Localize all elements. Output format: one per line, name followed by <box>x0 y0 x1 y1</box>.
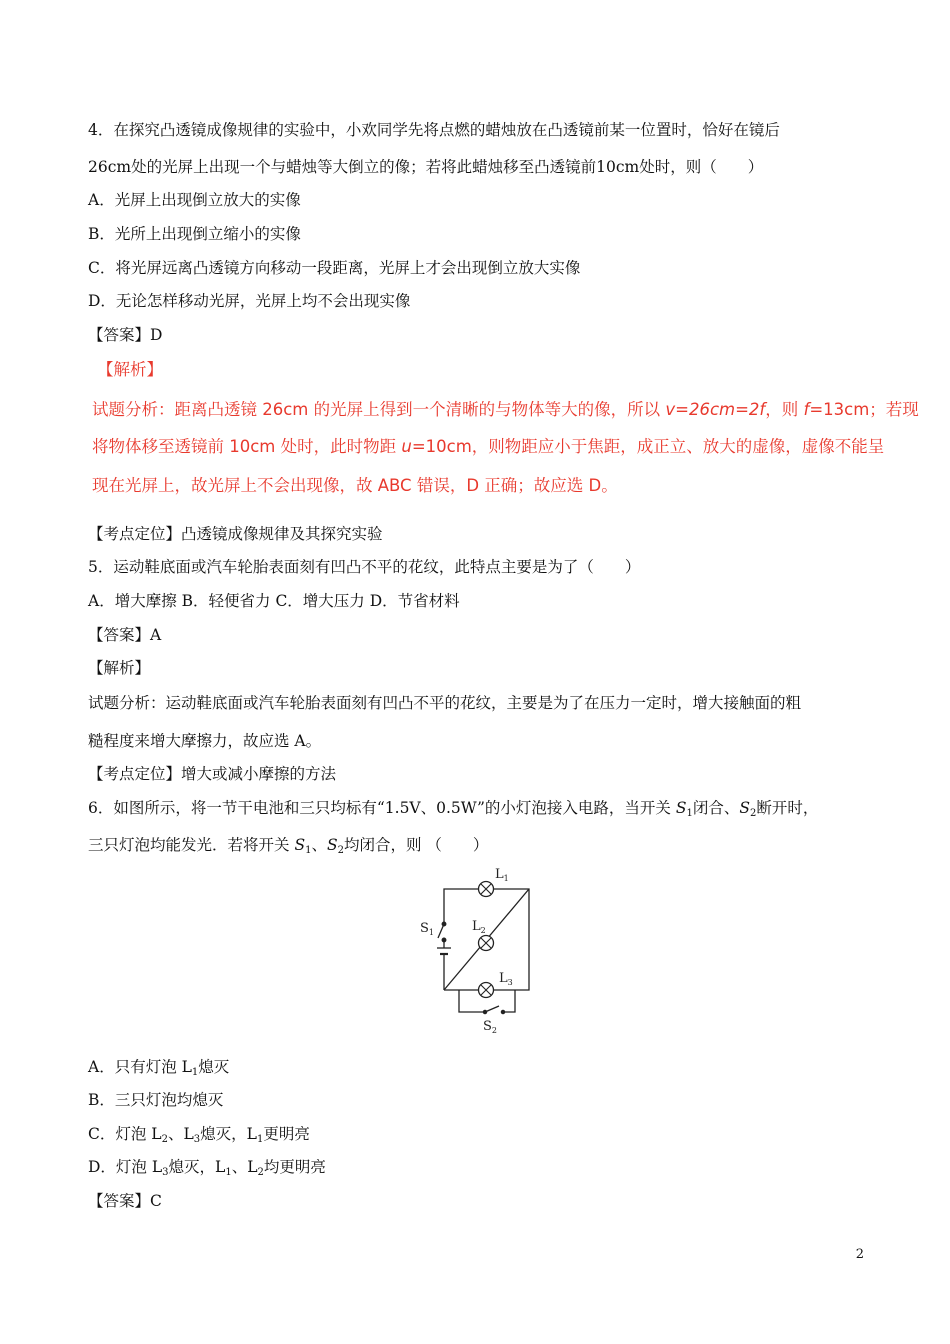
q4-kaodian: 【考点定位】凸透镜成像规律及其探究实验 <box>88 525 383 543</box>
q4-option-d: D．无论怎样移动光屏，光屏上均不会出现实像 <box>88 292 411 310</box>
label-l3: $L_3$ <box>499 971 513 987</box>
q4-option-a: A．光屏上出现倒立放大的实像 <box>88 191 301 209</box>
q4-analysis-tag: 【解析】 <box>97 360 163 379</box>
q6-stem-line-2: 三只灯泡均能发光．若将开关 $S_1$、$S_2$均闭合，则 （ ） <box>88 836 489 856</box>
q5-kaodian: 【考点定位】增大或减小摩擦的方法 <box>88 765 337 783</box>
q5-analysis-line-2: 糙程度来增大摩擦力，故应选 A。 <box>88 732 322 750</box>
q4-analysis-line-3: 现在光屏上，故光屏上不会出现像，故 ABC 错误，D 正确；故应选 D。 <box>92 476 618 495</box>
q4-option-b: B．光所上出现倒立缩小的实像 <box>88 225 301 243</box>
q5-analysis-tag: 【解析】 <box>88 659 151 677</box>
q6-stem-line-1: 6．如图所示，将一节干电池和三只均标有“1.5V、0.5W”的小灯泡接入电路，当开关 $S_1$闭合、$S_2$断开时， <box>88 799 819 819</box>
switch-s1-contact <box>442 922 446 926</box>
q6-answer: 【答案】C <box>88 1192 162 1210</box>
q5-options: A．增大摩擦 B．轻便省力 C．增大压力 D．节省材料 <box>88 592 460 610</box>
switch-s2-blade <box>485 1006 499 1012</box>
q6-option-b: B．三只灯泡均熄灭 <box>88 1091 224 1109</box>
page-number: 2 <box>855 1247 864 1262</box>
top-right-wire <box>493 889 529 982</box>
q4-stem-line-2: 26cm处的光屏上出现一个与蜡烛等大倒立的像；若将此蜡烛移至凸透镜前10cm处时，则（ ） <box>88 158 764 176</box>
label-l1: $L_1$ <box>495 867 509 883</box>
circuit-diagram <box>411 864 535 1034</box>
q5-answer: 【答案】A <box>88 626 162 644</box>
q4-analysis-line-2: 将物体移至透镜前 10cm 处时，此时物距 u=10cm，则物距应小于焦距，成正立、放大的虚像，虚像不能呈 <box>92 437 885 456</box>
q6-option-a: A．只有灯泡 $L_1$熄灭 <box>88 1058 230 1078</box>
label-l2: $L_2$ <box>472 919 486 935</box>
label-s1: $S_1$ <box>420 921 434 937</box>
q5-stem: 5．运动鞋底面或汽车轮胎表面刻有凹凸不平的花纹，此特点主要是为了（ ） <box>88 558 641 576</box>
q6-option-d: D．灯泡 $L_3$熄灭，$L_1$、$L_2$均更明亮 <box>88 1158 326 1178</box>
q4-analysis-line-1: 试题分析：距离凸透镜 26cm 的光屏上得到一个清晰的与物体等大的像，所以 v=26cm=2f，则 f=13cm；若现 <box>92 400 919 419</box>
label-s2: $S_2$ <box>483 1019 497 1034</box>
q4-option-c: C．将光屏远离凸透镜方向移动一段距离，光屏上才会出现倒立放大实像 <box>88 259 581 277</box>
q4-stem-line-1: 4．在探究凸透镜成像规律的实验中，小欢同学先将点燃的蜡烛放在凸透镜前某一位置时，恰好在镜后 <box>88 121 780 139</box>
q4-answer: 【答案】D <box>88 326 163 344</box>
q6-option-c: C．灯泡 $L_2$、$L_3$熄灭，$L_1$更明亮 <box>88 1125 310 1145</box>
q5-analysis-line-1: 试题分析：运动鞋底面或汽车轮胎表面刻有凹凸不平的花纹，主要是为了在压力一定时，增大接触面的粗 <box>88 694 802 712</box>
